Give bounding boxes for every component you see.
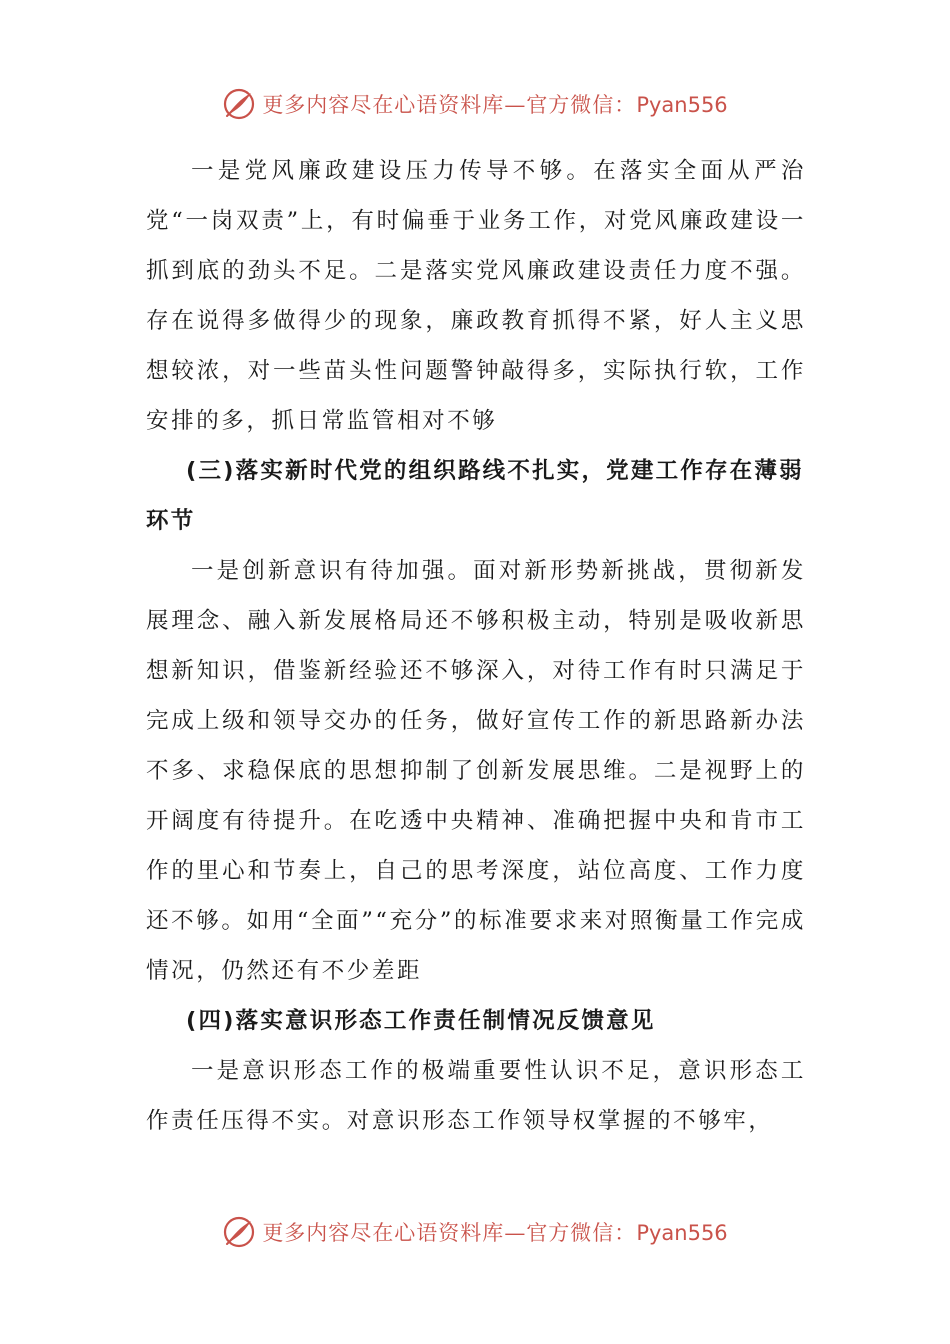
watermark-suffix: 官方微信： xyxy=(526,93,637,117)
footer-watermark xyxy=(0,1210,950,1254)
section-heading-3: (三)落实新时代党的组织路线不扎实，党建工作存在薄弱环节 xyxy=(146,458,804,534)
watermark-text xyxy=(262,89,727,119)
quill-pen-logo-icon xyxy=(222,87,256,121)
watermark-title: 更多内容尽在心语资料库 xyxy=(262,1221,505,1245)
watermark-separator: — xyxy=(504,1221,527,1245)
header-watermark xyxy=(0,82,950,126)
paragraph-1: 一是党风廉政建设压力传导不够。在落实全面从严治党“一岗双责”上，有时偏垂于业务工作，对党风廉政建设一抓到底的劲头不足。二是落实党风廉政建设责任力度不强。存在说得多做得少的现象，廉政教育抓得不紧，好人主义思想较浓，对一些苗头性问题警钟敲得多，实际执行软，工作安排的多，抓日常监管相对不够 xyxy=(146,158,806,434)
watermark-suffix: 官方微信： xyxy=(526,1221,637,1245)
paragraph-2: 一是创新意识有待加强。面对新形势新挑战，贯彻新发展理念、融入新发展格局还不够积极主动，特别是吸收新思想新知识，借鉴新经验还不够深入，对待工作有时只满足于完成上级和领导交办的任务，做好宣传工作的新思路新办法不多、求稳保底的思想抑制了创新发展思维。二是视野上的开阔度有待提升。在吃透中央精神、准确把握中央和肯市工作的里心和节奏上，自己的思考深度，站位高度、工作力度还不够。如用“全面”“充分”的标准要求来对照衡量工作完成情况，仍然还有不少差距 xyxy=(146,558,806,984)
watermark-wechat-id: Pyan556 xyxy=(636,93,728,117)
watermark-wechat-id: Pyan556 xyxy=(636,1221,728,1245)
watermark-text xyxy=(262,1217,727,1247)
watermark-title: 更多内容尽在心语资料库 xyxy=(262,93,505,117)
watermark-separator: — xyxy=(504,93,527,117)
document-body xyxy=(146,146,806,1146)
paragraph-3: 一是意识形态工作的极端重要性认识不足，意识形态工作责任压得不实。对意识形态工作领导权掌握的不够牢， xyxy=(146,1058,806,1134)
section-heading-4: (四)落实意识形态工作责任制情况反馈意见 xyxy=(186,1008,656,1034)
quill-pen-logo-icon xyxy=(222,1215,256,1249)
